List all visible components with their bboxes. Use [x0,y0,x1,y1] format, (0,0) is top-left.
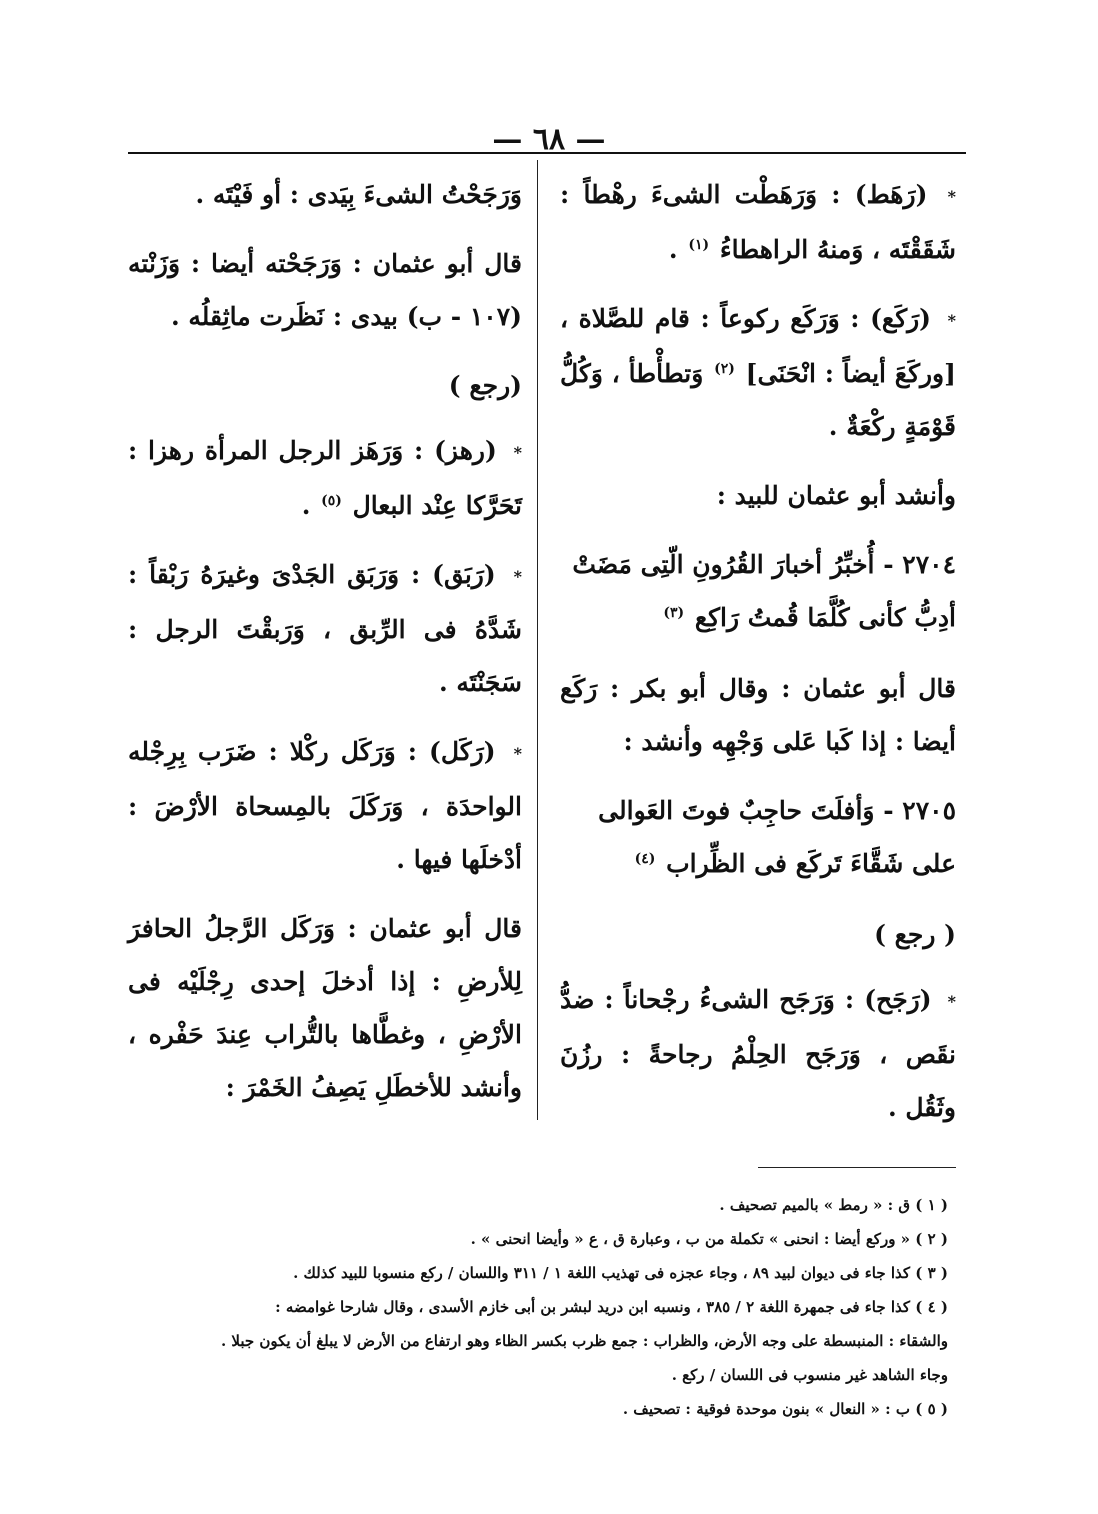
page-number: — ٦٨ — [492,122,606,157]
header-rule [128,152,966,154]
entry-text: (رَجَح) : وَرَجَح الشىءُ رجْحاناً : ضدُّ نقَص ، وَرَجَح الحِلْمُ رجاحةً : رزُنَ وثَقُل . [560,985,956,1122]
footnote-text: كذا جاء فى جمهرة اللغة ٢ / ٣٨٥ ، ونسبه ابن دريد لبشر بن أبى خازم الأسدى ، وقال شارحا غوامضه : [275,1298,911,1316]
footnote-5 [128,1392,948,1426]
footnote-4-continuation: وجاء الشاهد غير منسوب فى اللسان / ركع . [671,1366,948,1384]
entry-rakaa [560,292,956,453]
footnote-4 [128,1290,948,1324]
abu-uthman-quote: قال أبو عثمان : وَرَجَحْته أيضا : وَزَنْته (١٠٧ - ب) بيدى : نَظَرت ماثِقلُه . [128,249,522,331]
footnote-text: ب : « النعال » بنون موحدة فوقية : تصحيف . [622,1400,911,1418]
footnote-ref-3: (٣) [663,604,685,621]
footnote-rule [758,1167,956,1168]
footnote-4-continuation: والشقاء : المنبسطة على وجه الأرض، والظراب : جمع ظرب بكسر الظاء وهو ارتفاع من الأرض لا يبلغ أن يكون جبلا . [220,1332,948,1350]
footnote-number: ( ٤ ) [915,1298,948,1316]
entry-rahat [560,168,956,276]
bullet-marker: * [513,443,522,462]
footnote-text: ق : « رمط » بالميم تصحيف . [719,1196,911,1214]
footnote-1 [128,1188,948,1222]
right-column [560,168,956,1150]
footnote-ref-2: (٢) [714,360,735,377]
verse-line-2-text: أدِبُّ كأنى كُلَّمَا قُمتُ رَاكِع [694,603,956,632]
bullet-marker: * [947,311,956,330]
footnote-text: « وركع أيضا : انحنى » تكملة من ب ، وعبارة ق ، ع « وأيضا انحنى » . [470,1230,911,1248]
verse-line-2-text: على شَقَّاءَ تَركَع فى الظِّراب [666,849,956,878]
entry-text: (رَكَل) : وَرَكَل ركْلا : ضَرَب بِرِجْله الواحدَة ، وَرَكَلَ بالمِسحاة الأرْضَ : أدْخلَها فيها . [128,737,522,874]
footnote-2 [128,1222,948,1256]
entry-text: (رهز) : وَرَهَز الرجل المرأة رهزا : تَحَرَّكا عِنْد البعال [128,436,522,520]
entry-tail: وَتطأْطأ ، وَكُلُّ قَوْمَةٍ ركْعَةٌ . [560,359,956,441]
bullet-marker: * [513,744,522,763]
entry-rakal [128,725,522,886]
footnotes [128,1188,948,1426]
section-heading-rajaa: ( رجع ) [874,920,956,949]
verse-2704 [560,538,956,644]
footnote-ref-5: (٥) [321,492,342,509]
verse-line-2 [560,591,956,644]
entry-rahaz [128,424,522,532]
quote-intro-abu-bakr: قال أبو عثمان : وقال أبو بكر : رَكَع أيضا : إذا كَبا عَلى وَجْهِه وأنشد : [560,674,956,756]
footnote-ref-4: (٤) [634,850,656,867]
section-heading-rajaa: (رجع ) [448,371,522,400]
bullet-marker: * [947,992,956,1011]
entry-tail: . [301,491,311,520]
abu-uthman-quote-rakal: قال أبو عثمان : وَرَكَل الرَّجلُ الحافرَ لِلأرضِ : إذا أدخلَ إحدى رِجْلَيْه فى الأرْضِ ، وغطَّاها بالتُّراب عِندَ حَفْره ، وأنشد للأخطَلِ يَصِفُ الخَمْرَ : [128,914,522,1102]
continuation-rajah: وَرَجَحْتُ الشىءَ بِيَدى : أو فَيْتَه . [195,180,522,209]
entry-tail: . [668,235,678,264]
footnote-3 [128,1256,948,1290]
bullet-marker: * [513,567,522,586]
verse-line-1: ٢٧٠٥ - وَأفلَتَ حاجِبٌ فوتَ العَوالى [598,796,956,825]
footnote-number: ( ١ ) [915,1196,948,1214]
entry-text: (رَكَع) : وَرَكَع ركوعاً : قام للصَّلاة ، [وركَعَ أيضاً : انْحَنَى] [560,304,956,388]
verse-line-2 [560,837,956,890]
footnote-text: كذا جاء فى ديوان لبيد ٨٩ ، وجاء عجزه فى تهذيب اللغة ١ / ٣١١ واللسان / ركع منسوبا للبيد كذلك . [293,1264,911,1282]
verse-line-1: ٢٧٠٤ - أُخبِّرُ أخبارَ القُرُونِ الّتِى مَضَتْ [572,550,956,579]
footnote-ref-1: (١) [688,236,710,253]
quote-intro-labid: وأنشد أبو عثمان للبيد : [716,481,956,510]
entry-text: (رَبَق) : وَرَبَق الجَدْىَ وغيرَهُ رَبْقاً : شَدَّهُ فى الرِّبق ، وَرَبقْتَ الرجل : سَجَنْتَه . [128,560,522,697]
entry-rajah [560,973,956,1134]
footnote-number: ( ٣ ) [915,1264,948,1282]
column-divider [537,160,538,1120]
bullet-marker: * [947,187,956,206]
entry-text: (رَهَط) : وَرَهَطْت الشىءَ رهْطاً : شَقَقْتَه ، وَمنهُ الراهطاءُ [560,180,956,264]
entry-rabaq [128,548,522,709]
verse-2705 [560,784,956,890]
footnote-number: ( ٥ ) [915,1400,948,1418]
footnote-number: ( ٢ ) [915,1230,948,1248]
left-column [128,168,522,1130]
